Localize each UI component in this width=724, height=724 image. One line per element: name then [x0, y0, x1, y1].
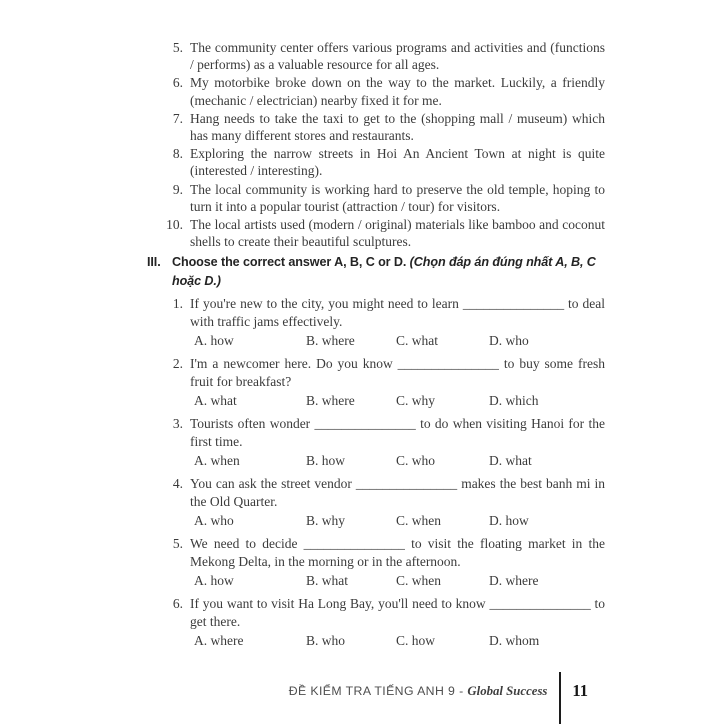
item-text: Exploring the narrow streets in Hoi An Ancient Town at night is quite (interested / interesting). [190, 146, 605, 179]
question-number: 3. [172, 416, 183, 432]
option-b: B. who [306, 633, 346, 649]
heading-vietnamese: (Chọn đáp án đúng nhất A, B, C hoặc D.) [172, 255, 596, 288]
option-d: D. which [489, 393, 539, 409]
option-b: B. why [306, 513, 346, 529]
exercise-item-10 [147, 216, 605, 250]
page-footer [289, 672, 588, 724]
question-1 [147, 295, 605, 350]
question-number: 5. [172, 536, 183, 552]
item-text: The local community is working hard to preserve the old temple, hoping to turn it into a popular tourist (attraction / tour) for visitors. [190, 181, 605, 214]
option-d: D. who [489, 333, 529, 349]
exercise-item-6 [147, 74, 605, 108]
question-text: I'm a newcomer here. Do you know _______________ to buy some fresh fruit for breakfast? [190, 356, 605, 390]
exercise-item-8 [147, 145, 605, 179]
footer-divider [559, 672, 561, 724]
option-c: C. how [396, 633, 436, 649]
footer-series-title: ĐỀ KIỂM TRA TIẾNG ANH 9 - [288, 684, 468, 698]
question-text: We need to decide _______________ to visit the floating market in the Mekong Delta, in the morning or in the afternoon. [190, 536, 605, 570]
option-d: D. whom [489, 633, 540, 649]
option-b: B. where [306, 333, 355, 349]
exercise-3-questions [147, 295, 605, 650]
question-text: If you want to visit Ha Long Bay, you'll need to know _______________ to get there. [190, 596, 605, 630]
heading-english: Choose the correct answer A, B, C or D. [172, 255, 410, 270]
item-text: The community center offers various programs and activities and (functions / performs) as a valuable resource for all ages. [190, 40, 605, 73]
options-row [194, 452, 605, 470]
options-row [194, 392, 605, 410]
page-content [147, 39, 605, 655]
question-number: 6. [172, 596, 183, 612]
question-number: 1. [172, 296, 183, 312]
item-text: The local artists used (modern / original) materials like bamboo and coconut shells to create their beautiful sculptures. [190, 217, 605, 250]
question-3 [147, 415, 605, 470]
question-4 [147, 475, 605, 530]
footer-book-title: Global Success [467, 684, 548, 698]
exercise-item-9 [147, 181, 605, 215]
item-number: 7. [172, 110, 183, 126]
section-3-heading [147, 253, 605, 290]
option-d: D. what [489, 453, 532, 469]
item-number: 6. [172, 75, 183, 91]
option-b: B. what [306, 573, 348, 589]
option-a: A. how [194, 333, 234, 349]
item-number: 5. [172, 40, 183, 55]
option-c: C. when [396, 513, 441, 529]
item-number: 10. [166, 217, 183, 233]
section-heading-text [172, 253, 605, 290]
question-number: 2. [172, 356, 183, 372]
exercise-item-5 [147, 39, 605, 73]
question-6 [147, 595, 605, 650]
question-2 [147, 355, 605, 410]
option-a: A. how [194, 573, 234, 589]
item-text: My motorbike broke down on the way to the market. Luckily, a friendly (mechanic / electrician) nearby fixed it for me. [190, 75, 605, 108]
item-number: 9. [172, 181, 183, 197]
option-a: A. where [194, 633, 244, 649]
option-c: C. when [396, 573, 441, 589]
exercise-2-list [147, 39, 605, 250]
option-c: C. what [396, 333, 438, 349]
page-number: 11 [572, 681, 588, 700]
item-text: Hang needs to take the taxi to get to the (shopping mall / museum) which has many different stores and restaurants. [190, 110, 605, 144]
option-d: D. where [489, 573, 539, 589]
option-c: C. why [396, 393, 436, 409]
question-text: If you're new to the city, you might need to learn _______________ to deal with traffic jams effectively. [190, 296, 605, 330]
item-number: 8. [172, 146, 183, 162]
option-a: A. when [194, 453, 240, 469]
question-number: 4. [172, 476, 183, 492]
options-row [194, 632, 605, 650]
option-a: A. what [194, 393, 237, 409]
option-b: B. where [306, 393, 355, 409]
section-number: III. [147, 255, 161, 270]
option-d: D. how [489, 513, 529, 529]
option-a: A. who [194, 513, 234, 529]
options-row [194, 572, 605, 590]
question-text: You can ask the street vendor _______________ makes the best banh mi in the Old Quarter. [190, 476, 605, 510]
exercise-item-7 [147, 110, 605, 144]
option-c: C. who [396, 453, 436, 469]
option-b: B. how [306, 453, 346, 469]
options-row [194, 332, 605, 350]
options-row [194, 512, 605, 530]
question-5 [147, 535, 605, 590]
question-text: Tourists often wonder _______________ to do when visiting Hanoi for the first time. [190, 416, 605, 450]
